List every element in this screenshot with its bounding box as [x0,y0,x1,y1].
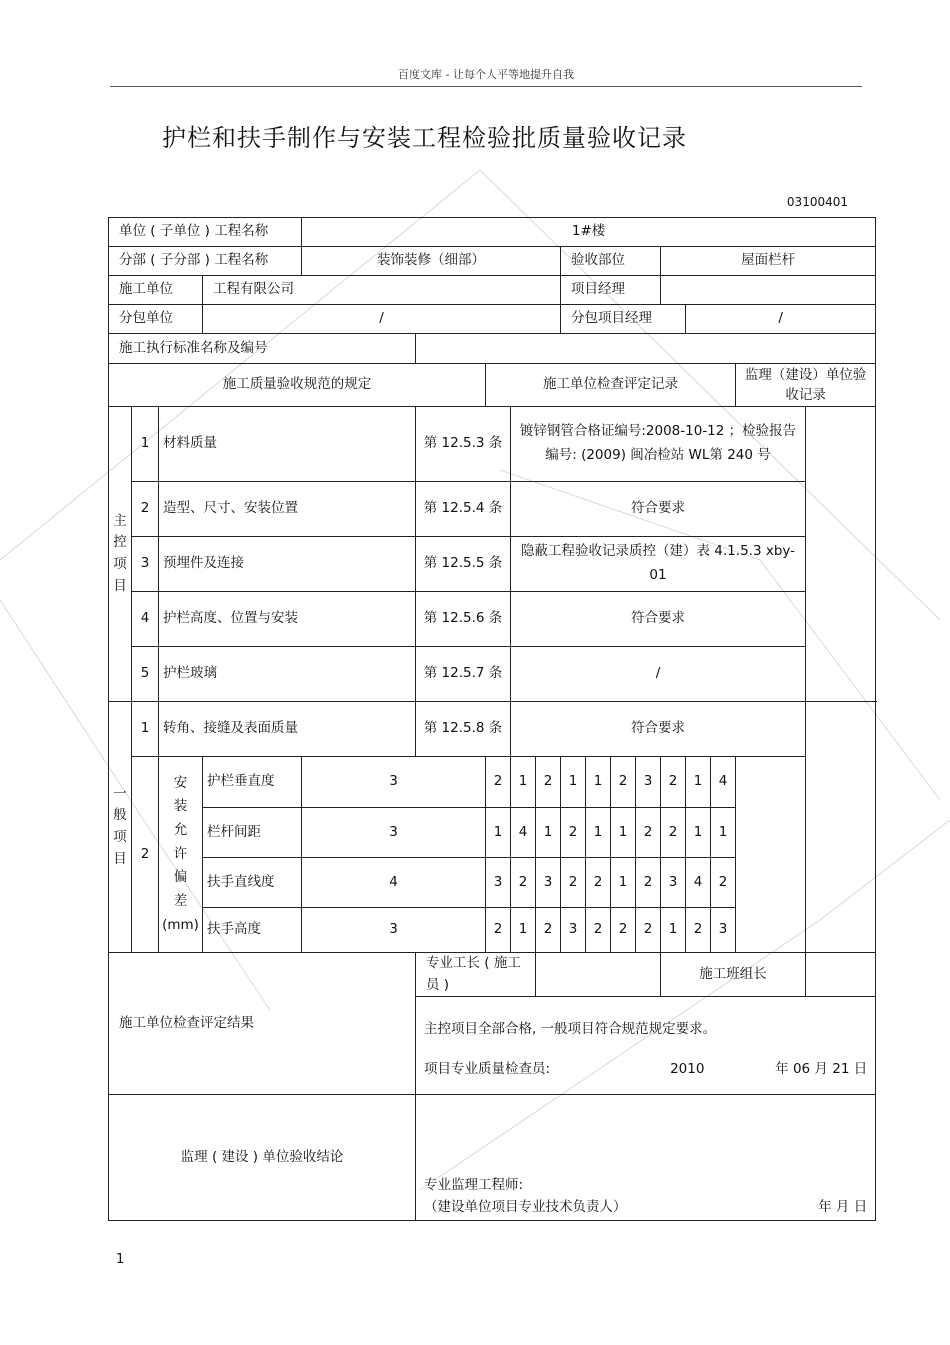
measurement-value[interactable]: 2 [536,757,561,808]
project-manager-label: 项目经理 [561,276,661,305]
owner-representative-label: （建设单位项目专业技术负责人） [424,1198,627,1215]
deviation-limit: 4 [302,858,486,908]
supervising-engineer-label: 专业监理工程师: [424,1177,524,1193]
measurement-value[interactable]: 2 [511,858,536,908]
measurement-value[interactable]: 2 [586,858,611,908]
measurement-value[interactable]: 3 [711,908,736,953]
supervisor-result-label: 监理 ( 建设 ) 单位验收结论 [109,1095,416,1221]
main-item-name: 材料质量 [159,407,416,482]
measurement-value[interactable]: 3 [661,858,686,908]
document-title: 护栏和扶手制作与安装工程检验批质量验收记录 [162,124,687,152]
team-leader-label: 施工班组长 [661,953,806,997]
main-item-clause: 第 12.5.7 条 [416,647,511,702]
row-column-headers [109,364,876,407]
inspection-form-table [108,217,876,1221]
deviation-limit: 3 [302,908,486,953]
contractor-label: 施工单位 [109,276,203,305]
general-item-row [109,702,876,757]
unit-value[interactable]: 1#楼 [302,218,876,247]
measurement-value[interactable]: 1 [561,757,586,808]
main-item-result[interactable]: 镀锌钢管合格证编号:2008-10-12 ；检验报告编号: (2009) 闽冶检站 WL第 240 号 [511,407,806,482]
spec-header: 施工质量验收规范的规定 [109,364,486,407]
inspection-year: 2010 [670,1060,705,1077]
unit-label: 单位 ( 子单位 ) 工程名称 [109,218,302,247]
page-number: 1 [116,1252,125,1267]
measurement-value[interactable]: 1 [586,808,611,858]
main-item-result[interactable]: / [511,647,806,702]
measurement-value[interactable]: 2 [486,757,511,808]
general-item-clause: 第 12.5.8 条 [416,702,511,757]
main-item-result[interactable]: 隐蔽工程验收记录质控（建）表 4.1.5.3 xby-01 [511,537,806,592]
contractor-conclusion-cell[interactable] [416,997,876,1095]
measurement-value[interactable]: 3 [486,858,511,908]
measurement-value[interactable]: 1 [686,757,711,808]
contractor-conclusion: 主控项目全部合格, 一般项目符合规范规定要求。 [424,1021,717,1038]
row-contractor-signatures [109,953,876,997]
measurement-value[interactable]: 1 [536,808,561,858]
main-item-row [109,482,876,537]
foreman-label: 专业工长 ( 施工员 ) [416,953,536,997]
main-item-result[interactable]: 符合要求 [511,592,806,647]
measurement-value[interactable]: 2 [636,908,661,953]
page-header: 百度文库 - 让每个人平等地提升自我 [398,68,574,81]
measurement-value[interactable]: 1 [611,858,636,908]
general-item-no: 2 [132,757,159,953]
measurement-value[interactable]: 1 [511,757,536,808]
deviation-row [109,808,876,858]
main-item-row [109,407,876,482]
measurement-value[interactable]: 2 [561,808,586,858]
measurement-value[interactable]: 2 [661,757,686,808]
measurement-value[interactable]: 1 [711,808,736,858]
measurement-value[interactable]: 1 [486,808,511,858]
foreman-value[interactable] [536,953,661,997]
general-item-result[interactable]: 符合要求 [511,702,806,757]
main-item-clause: 第 12.5.3 条 [416,407,511,482]
main-item-result[interactable]: 符合要求 [511,482,806,537]
measurement-value[interactable]: 2 [561,858,586,908]
measurement-value[interactable]: 2 [611,757,636,808]
deviation-row [109,908,876,953]
measurement-value[interactable]: 2 [661,808,686,858]
supervisor-header: 监理（建设）单位验收记录 [736,364,876,407]
row-subcontractor [109,305,876,334]
measurement-value[interactable]: 1 [511,908,536,953]
row-supervisor-conclusion [109,1095,876,1221]
inspection-part-value[interactable]: 屋面栏杆 [661,247,876,276]
measurement-value[interactable]: 2 [636,858,661,908]
measurement-value[interactable]: 4 [711,757,736,808]
supervisor-date: 年 月 日 [818,1198,868,1215]
sub-project-manager-value[interactable]: / [686,305,876,334]
main-item-name: 护栏高度、位置与安装 [159,592,416,647]
measurement-value[interactable]: 1 [611,808,636,858]
sub-project-manager-label: 分包项目经理 [561,305,686,334]
row-standard [109,334,876,364]
measurement-value[interactable]: 2 [636,808,661,858]
measurement-value[interactable]: 2 [586,908,611,953]
main-item-no: 2 [132,482,159,537]
form-code: 03100401 [786,195,848,209]
subdivision-label: 分部 ( 子分部 ) 工程名称 [109,247,302,276]
measurement-value[interactable]: 1 [686,808,711,858]
measurement-value[interactable]: 2 [711,858,736,908]
main-item-row [109,537,876,592]
measurement-value[interactable]: 3 [636,757,661,808]
general-item-no: 1 [132,702,159,757]
main-group-label: 主 控 项 目 [109,407,132,702]
subcontractor-label: 分包单位 [109,305,203,334]
deviation-limit: 3 [302,757,486,808]
measurement-value[interactable]: 1 [586,757,611,808]
deviation-row [109,757,876,808]
deviation-limit: 3 [302,808,486,858]
deviation-name: 扶手直线度 [203,858,302,908]
team-leader-value[interactable] [806,953,876,997]
measurement-value[interactable]: 3 [536,858,561,908]
row-unit-name [109,218,876,247]
main-item-name: 造型、尺寸、安装位置 [159,482,416,537]
main-item-no: 4 [132,592,159,647]
general-group-label: 一 般 项 目 [109,702,132,953]
subcontractor-value[interactable]: / [203,305,561,334]
contractor-result-label: 施工单位检查评定结果 [109,953,416,1095]
measurement-value[interactable]: 1 [661,908,686,953]
standard-label: 施工执行标准名称及编号 [109,334,416,364]
inspection-part-label: 验收部位 [561,247,661,276]
subdivision-value[interactable]: 装饰装修（细部） [302,247,561,276]
measurement-value[interactable]: 2 [486,908,511,953]
measurement-value[interactable]: 4 [686,858,711,908]
main-item-no: 3 [132,537,159,592]
main-supervisor-record[interactable] [806,407,876,702]
general-item-name: 转角、接缝及表面质量 [159,702,416,757]
measurement-value[interactable]: 4 [511,808,536,858]
supervisor-conclusion-cell[interactable] [416,1095,876,1221]
inspector-label: 项目专业质量检查员: [424,1060,551,1077]
general-supervisor-record[interactable] [806,702,876,953]
row-subdivision [109,247,876,276]
measurement-value[interactable]: 3 [561,908,586,953]
project-manager-value[interactable] [661,276,876,305]
main-item-clause: 第 12.5.6 条 [416,592,511,647]
main-item-clause: 第 12.5.4 条 [416,482,511,537]
main-item-name: 护栏玻璃 [159,647,416,702]
main-item-row [109,592,876,647]
main-item-row [109,647,876,702]
contractor-value[interactable]: 工程有限公司 [203,276,561,305]
deviation-name: 扶手高度 [203,908,302,953]
main-item-clause: 第 12.5.5 条 [416,537,511,592]
row-contractor [109,276,876,305]
measurement-value[interactable]: 2 [536,908,561,953]
measurement-value[interactable]: 2 [686,908,711,953]
inspection-date: 年 06 月 21 日 [775,1060,868,1077]
deviation-label: 安 装 允 许 偏 差 (mm) [159,757,203,953]
main-item-no: 5 [132,647,159,702]
deviation-name: 护栏垂直度 [203,757,302,808]
deviation-row [109,858,876,908]
main-item-no: 1 [132,407,159,482]
check-header: 施工单位检查评定记录 [486,364,736,407]
main-item-name: 预埋件及连接 [159,537,416,592]
standard-value[interactable] [416,334,876,364]
header-divider [110,86,862,87]
measurement-value[interactable]: 2 [611,908,636,953]
deviation-name: 栏杆间距 [203,808,302,858]
